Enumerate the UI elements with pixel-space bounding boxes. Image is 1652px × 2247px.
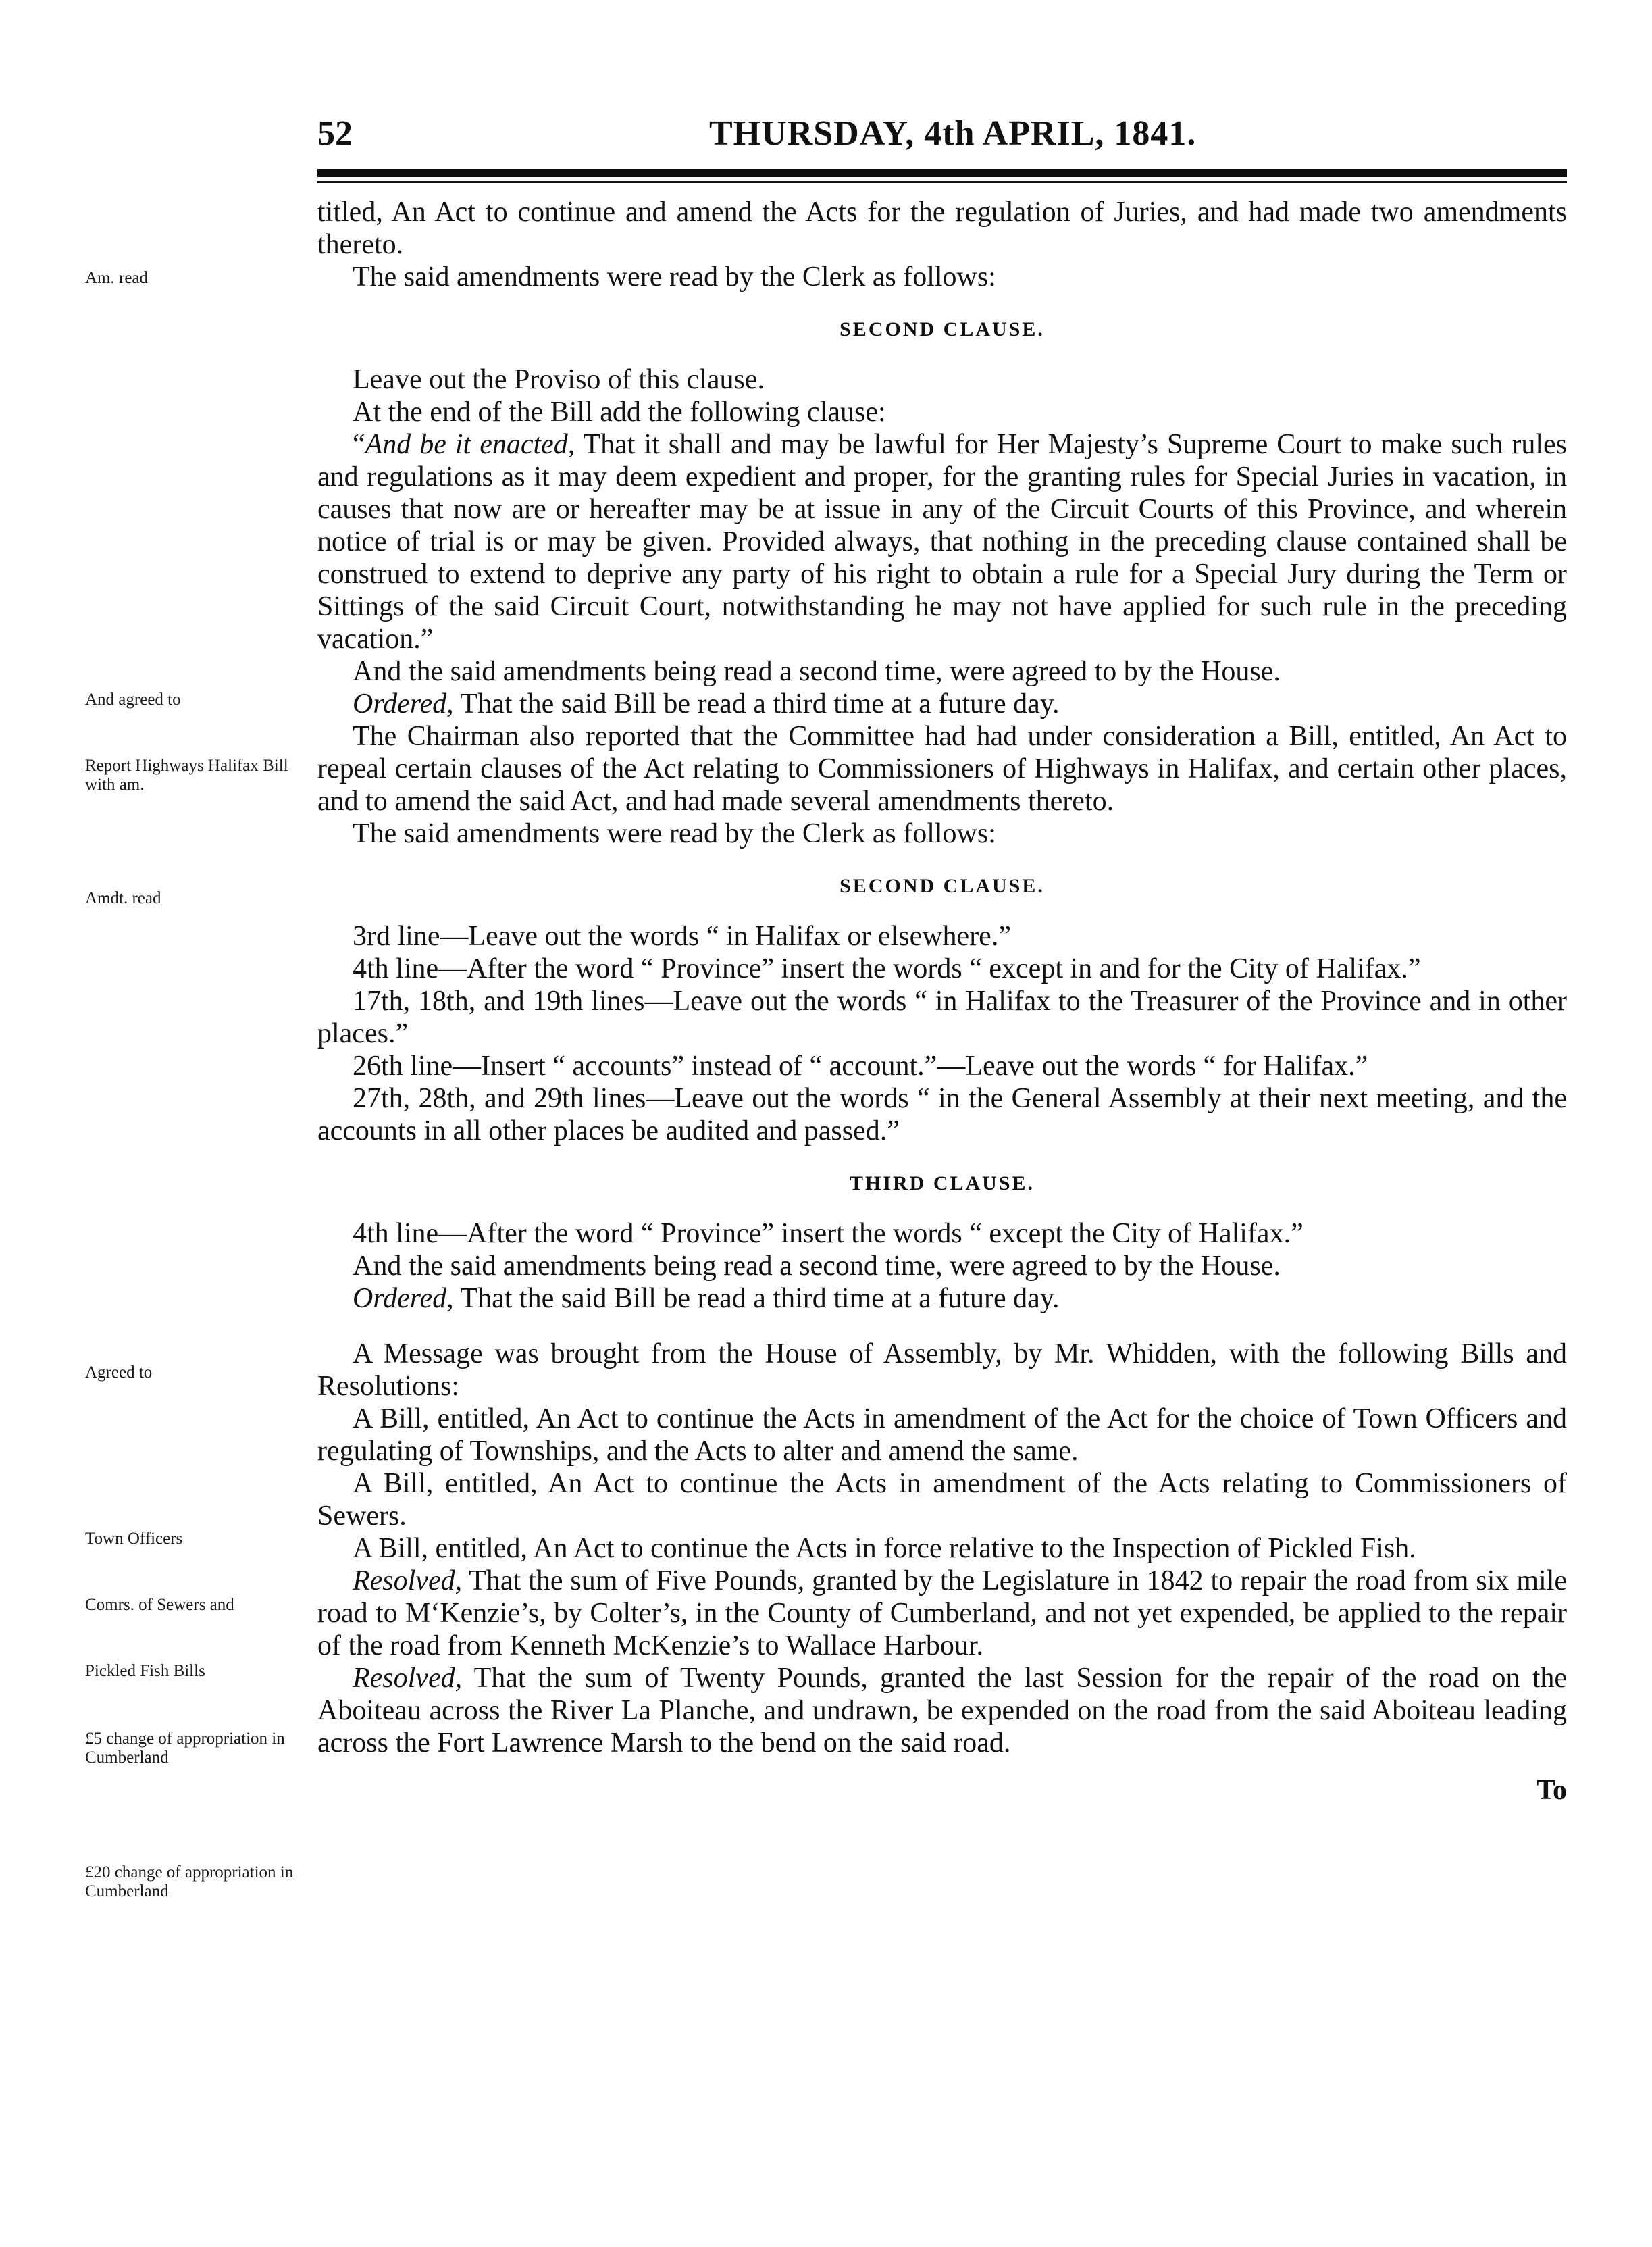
paragraph: And the said amendments being read a second time, were agreed to by the House. <box>353 656 1281 687</box>
italic-phrase: Ordered, <box>353 1283 454 1314</box>
paragraph-text: That the said Bill be read a third time at a future day. <box>453 688 1060 719</box>
section-heading: SECOND CLAUSE. <box>840 875 1045 897</box>
section-heading: SECOND CLAUSE. <box>840 318 1045 340</box>
paragraph <box>317 688 1567 720</box>
paragraph: At the end of the Bill add the following clause: <box>353 397 886 428</box>
margin-note: Report Highways Halifax Bill with am. <box>85 757 288 794</box>
paragraph-text: That it shall and may be lawful for Her Majesty’s Supreme Court to make such rules and regulations as it may deem expedient and proper, for the granting rules for Special Juries in vacation, in causes that now are or hereafter may be at issue in any of the Circuit Courts of this Province, and wherein notice of trial is or may be given. Provided always, that nothing in the preceding clause contained shall be construed to extend to deprive any party of his right to obtain a rule for a Special Jury during the Term or Sittings of the said Circuit Court, notwithstanding he may not have applied for such rule in the preceding vacation.” <box>317 429 1568 655</box>
paragraph: 4th line—After the word “ Province” insert the words “ except in and for the City of Halifax.” <box>353 953 1421 984</box>
body-text <box>317 196 1567 1807</box>
header-rule-thin <box>317 181 1567 183</box>
italic-phrase: Resolved, <box>353 1663 463 1694</box>
paragraph <box>317 1662 1567 1759</box>
paragraph: A Bill, entitled, An Act to continue the Acts in amendment of the Act for the choice of Town Officers and regulating of Townships, and the Acts to alter and amend the same. <box>317 1403 1567 1467</box>
paragraph: A Message was brought from the House of Assembly, by Mr. Whidden, with the following Bills and Resolutions: <box>317 1338 1567 1402</box>
paragraph: And the said amendments being read a second time, were agreed to by the House. <box>353 1251 1281 1282</box>
paragraph: 17th, 18th, and 19th lines—Leave out the words “ in Halifax to the Treasurer of the Province and in other places.” <box>317 986 1567 1049</box>
running-head: THURSDAY, 4th APRIL, 1841. <box>709 114 1197 153</box>
paragraph: titled, An Act to continue and amend the Acts for the regulation of Juries, and had made two amendments thereto. <box>317 197 1567 260</box>
paragraph-text: That the said Bill be read a third time at a future day. <box>453 1283 1060 1314</box>
paragraph <box>317 1282 1567 1315</box>
margin-note: £20 change of appropriation in Cumberland <box>85 1863 294 1900</box>
margin-note: Am. read <box>85 269 149 287</box>
paragraph <box>317 428 1567 655</box>
paragraph: The said amendments were read by the Clerk as follows: <box>353 261 996 293</box>
paragraph-text: That the sum of Twenty Pounds, granted the last Session for the repair of the road on the Aboiteau across the River La Planche, and undrawn, be expended on the road from the said Aboiteau leading across the Fort Lawrence Marsh to the bend on the said road. <box>317 1663 1567 1759</box>
paragraph: 26th line—Insert “ accounts” instead of “ account.”—Leave out the words “ for Halifax.” <box>353 1051 1368 1082</box>
margin-note: Pickled Fish Bills <box>85 1662 205 1680</box>
paragraph: 3rd line—Leave out the words “ in Halifax or elsewhere.” <box>353 921 1011 952</box>
paragraph: 4th line—After the word “ Province” insert the words “ except the City of Halifax.” <box>353 1218 1303 1249</box>
paragraph: The Chairman also reported that the Committee had had under consideration a Bill, entitled, An Act to repeal certain clauses of the Act relating to Commissioners of Highways in Halifax, and certain other places, and to amend the said Act, and had made several amendments thereto. <box>317 721 1567 817</box>
paragraph <box>317 1565 1567 1662</box>
catchword: To <box>1536 1775 1567 1806</box>
paragraph: A Bill, entitled, An Act to continue the Acts in force relative to the Inspection of Pickled Fish. <box>353 1533 1416 1564</box>
italic-phrase: Ordered, <box>353 688 454 719</box>
page-number: 52 <box>317 114 353 153</box>
paragraph: A Bill, entitled, An Act to continue the Acts in amendment of the Acts relating to Commissioners of Sewers. <box>317 1468 1567 1532</box>
margin-note: Agreed to <box>85 1363 153 1382</box>
paragraph-text: That the sum of Five Pounds, granted by the Legislature in 1842 to repair the road from six mile road to M‘Kenzie’s, by Colter’s, in the County of Cumberland, and not yet expended, be applied to the repair of the road from Kenneth McKenzie’s to Wallace Harbour. <box>317 1565 1567 1661</box>
italic-phrase: Resolved, <box>353 1565 463 1596</box>
margin-note: Comrs. of Sewers and <box>85 1596 234 1614</box>
paragraph: 27th, 28th, and 29th lines—Leave out the words “ in the General Assembly at their next meeting, and the accounts in all other places be audited and passed.” <box>317 1083 1567 1146</box>
margin-note: Amdt. read <box>85 889 161 907</box>
paragraph: Leave out the Proviso of this clause. <box>353 364 765 395</box>
open-quote: “ <box>353 429 365 460</box>
header-rule-thick <box>317 169 1567 177</box>
margin-note: Town Officers <box>85 1530 183 1548</box>
italic-phrase: And be it enacted, <box>365 429 575 460</box>
margin-note: And agreed to <box>85 690 181 709</box>
section-heading: THIRD CLAUSE. <box>849 1172 1035 1194</box>
margin-note: £5 change of appropriation in Cumberland <box>85 1730 285 1767</box>
paragraph: The said amendments were read by the Clerk as follows: <box>353 818 996 849</box>
